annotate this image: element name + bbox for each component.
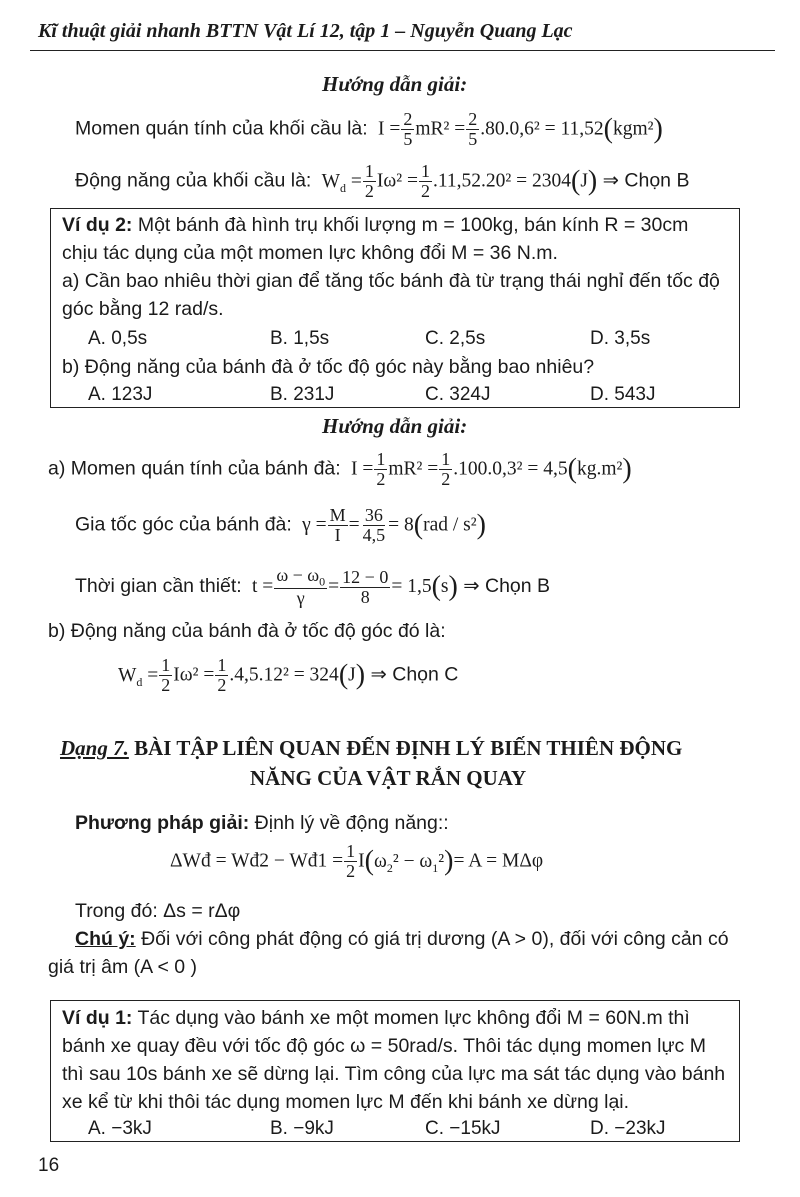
option-b-D: D. 543J: [590, 384, 656, 405]
example2-label: Ví dụ 2:: [62, 214, 133, 236]
method-label: Phương pháp giải:: [75, 812, 250, 834]
solution2-b-formula: $W_d$ = $\frac{1}{2}$ Iω² = $\frac{1}{2}$ .4,5.12² = 324(J) ⇒ Chọn C: [118, 655, 459, 695]
theorem-formula: ΔWđ = Wđ2 − Wđ1 = $\frac{1}{2}$ $I(\omega_2^2 - \omega_1^2)= A = M\Delta\varphi$: [170, 841, 544, 881]
solution2-accel-label: Gia tốc góc của bánh đà:: [75, 513, 292, 536]
solution1-heading: Hướng dẫn giải:: [322, 72, 468, 96]
solution2-time-label: Thời gian cần thiết:: [75, 575, 242, 598]
section-title-line1: [60, 736, 682, 761]
solution2-accel: Gia tốc góc của bánh đà: γ = $\frac{M}{I}$ = $\frac{36}{4,5}$ = 8(rad / s²): [75, 505, 486, 545]
section-dang-label: Dạng 7.: [60, 736, 129, 760]
solution2-heading: Hướng dẫn giải:: [322, 414, 468, 438]
example1-line2: bánh xe quay đều với tốc độ góc ω = 50rad/s. Thôi tác dụng momen lực M: [62, 1035, 706, 1057]
example2-question-a-line2: góc bằng 12 rad/s.: [62, 298, 224, 320]
solution2-b-label: b) Động năng của bánh đà ở tốc độ góc đó là:: [48, 620, 446, 642]
solution1-line2-tail: .11,52.20² = 2304: [432, 170, 571, 192]
method-text: Định lý về động năng::: [249, 812, 449, 834]
solution1-line1-tail: .80.0,6² = 11,52: [480, 118, 604, 140]
solution2-a-tail: .100.0,3² = 4,5: [453, 458, 568, 480]
example1-line1: [62, 1007, 690, 1030]
example1-line3: thì sau 10s bánh xe sẽ dừng lại. Tìm công của lực ma sát tác dụng vào bánh: [62, 1063, 726, 1085]
running-header: Kĩ thuật giải nhanh BTTN Vật Lí 12, tập 1 – Nguyễn Quang Lạc: [38, 20, 573, 42]
solution2-b-unit: J: [348, 664, 356, 686]
example1-option-B: B. −9kJ: [270, 1118, 334, 1139]
section-title-line2: NĂNG CỦA VẬT RẮN QUAY: [250, 766, 527, 790]
option-b-C: C. 324J: [425, 384, 491, 405]
option-a-C: C. 2,5s: [425, 328, 486, 349]
method-line: [75, 812, 449, 835]
option-a-A: A. 0,5s: [88, 328, 148, 349]
solution2-time-unit: s: [440, 576, 449, 598]
example1-option-C: C. −15kJ: [425, 1118, 501, 1139]
solution2-b-tail: .4,5.12² = 324: [229, 664, 339, 686]
solution1-line2-unit: J: [580, 170, 588, 192]
option-b-A: A. 123J: [88, 384, 153, 405]
solution1-line1: Momen quán tính của khối cầu là: I = $\frac{2}{5}$ mR² = $\frac{2}{5}$ .80.0,6² = 11,52(kgm²): [75, 109, 663, 149]
solution1-line2-label: Động năng của khối cầu là:: [75, 169, 312, 192]
where-line: Trong đó: Δs = rΔφ: [75, 900, 241, 922]
solution1-line2-result: ⇒ Chọn B: [602, 169, 690, 192]
solution2-a: a) Momen quán tính của bánh đà: I = $\frac{1}{2}$ mR² = $\frac{1}{2}$ .100.0,3² = 4,5(kg.m²): [48, 449, 632, 489]
fraction-2-5: $\frac{2}{5}$: [403, 109, 413, 149]
solution1-line2: Động năng của khối cầu là: $W_d$ = $\frac{1}{2}$ Iω² = $\frac{1}{2}$ .11,52.20² = 2304(J) ⇒ Chọn B: [75, 161, 690, 201]
note-line2: giá trị âm (A < 0 ): [48, 956, 198, 978]
section-title1: BÀI TẬP LIÊN QUAN ĐẾN ĐỊNH LÝ BIẾN THIÊN ĐỘNG: [128, 736, 683, 760]
example1-text1: Tác dụng vào bánh xe một momen lực không đổi M = 60N.m thì: [132, 1007, 690, 1029]
note-line1: [75, 928, 729, 951]
formula-right: = A = MΔφ: [453, 850, 544, 872]
solution2-a-unit: kg.m²: [576, 458, 623, 480]
solution2-time: Thời gian cần thiết: t = $\frac{\omega - \omega_0}{\gamma}$ = $\frac{12 - 0}{8}$ = 1,5(s) ⇒ Chọn B: [75, 565, 551, 609]
solution2-time-result: ⇒ Chọn B: [463, 575, 551, 598]
solution1-line1-unit: kgm²: [612, 118, 654, 140]
option-a-D: D. 3,5s: [590, 328, 651, 349]
example1-option-D: D. −23kJ: [590, 1118, 666, 1139]
example2-line2: chịu tác dụng của một momen lực không đổi M = 36 N.m.: [62, 242, 558, 264]
example1-option-A: A. −3kJ: [88, 1118, 152, 1139]
note-label: Chú ý:: [75, 928, 136, 950]
example2-line1: [62, 214, 688, 237]
formula-left: ΔWđ = Wđ2 − Wđ1 =: [170, 850, 344, 872]
example2-question-b: b) Động năng của bánh đà ở tốc độ góc này bằng bao nhiêu?: [62, 356, 595, 378]
solution2-accel-unit: rad / s²: [423, 514, 477, 536]
example1-label: Ví dụ 1:: [62, 1007, 133, 1029]
solution2-a-label: a) Momen quán tính của bánh đà:: [48, 457, 341, 480]
fraction-2-5b: $\frac{2}{5}$: [468, 109, 478, 149]
option-b-B: B. 231J: [270, 384, 335, 405]
solution2-b-result: ⇒ Chọn C: [370, 663, 459, 686]
solution1-line1-label: Momen quán tính của khối cầu là:: [75, 117, 368, 140]
header-rule: [30, 50, 775, 51]
solution2-time-tail: = 1,5: [391, 576, 432, 598]
page-number: 16: [38, 1155, 60, 1176]
example1-line4: xe kể từ khi thôi tác dụng momen lực M đến khi bánh xe dừng lại.: [62, 1091, 630, 1113]
note-text1: Đối với công phát động có giá trị dương (A > 0), đối với công cản có: [135, 928, 729, 950]
option-a-B: B. 1,5s: [270, 328, 330, 349]
example2-question-a-line1: a) Cần bao nhiêu thời gian để tăng tốc bánh đà từ trạng thái nghỉ đến tốc độ: [62, 270, 720, 292]
example2-text1: Một bánh đà hình trụ khối lượng m = 100kg, bán kính R = 30cm: [132, 214, 689, 236]
